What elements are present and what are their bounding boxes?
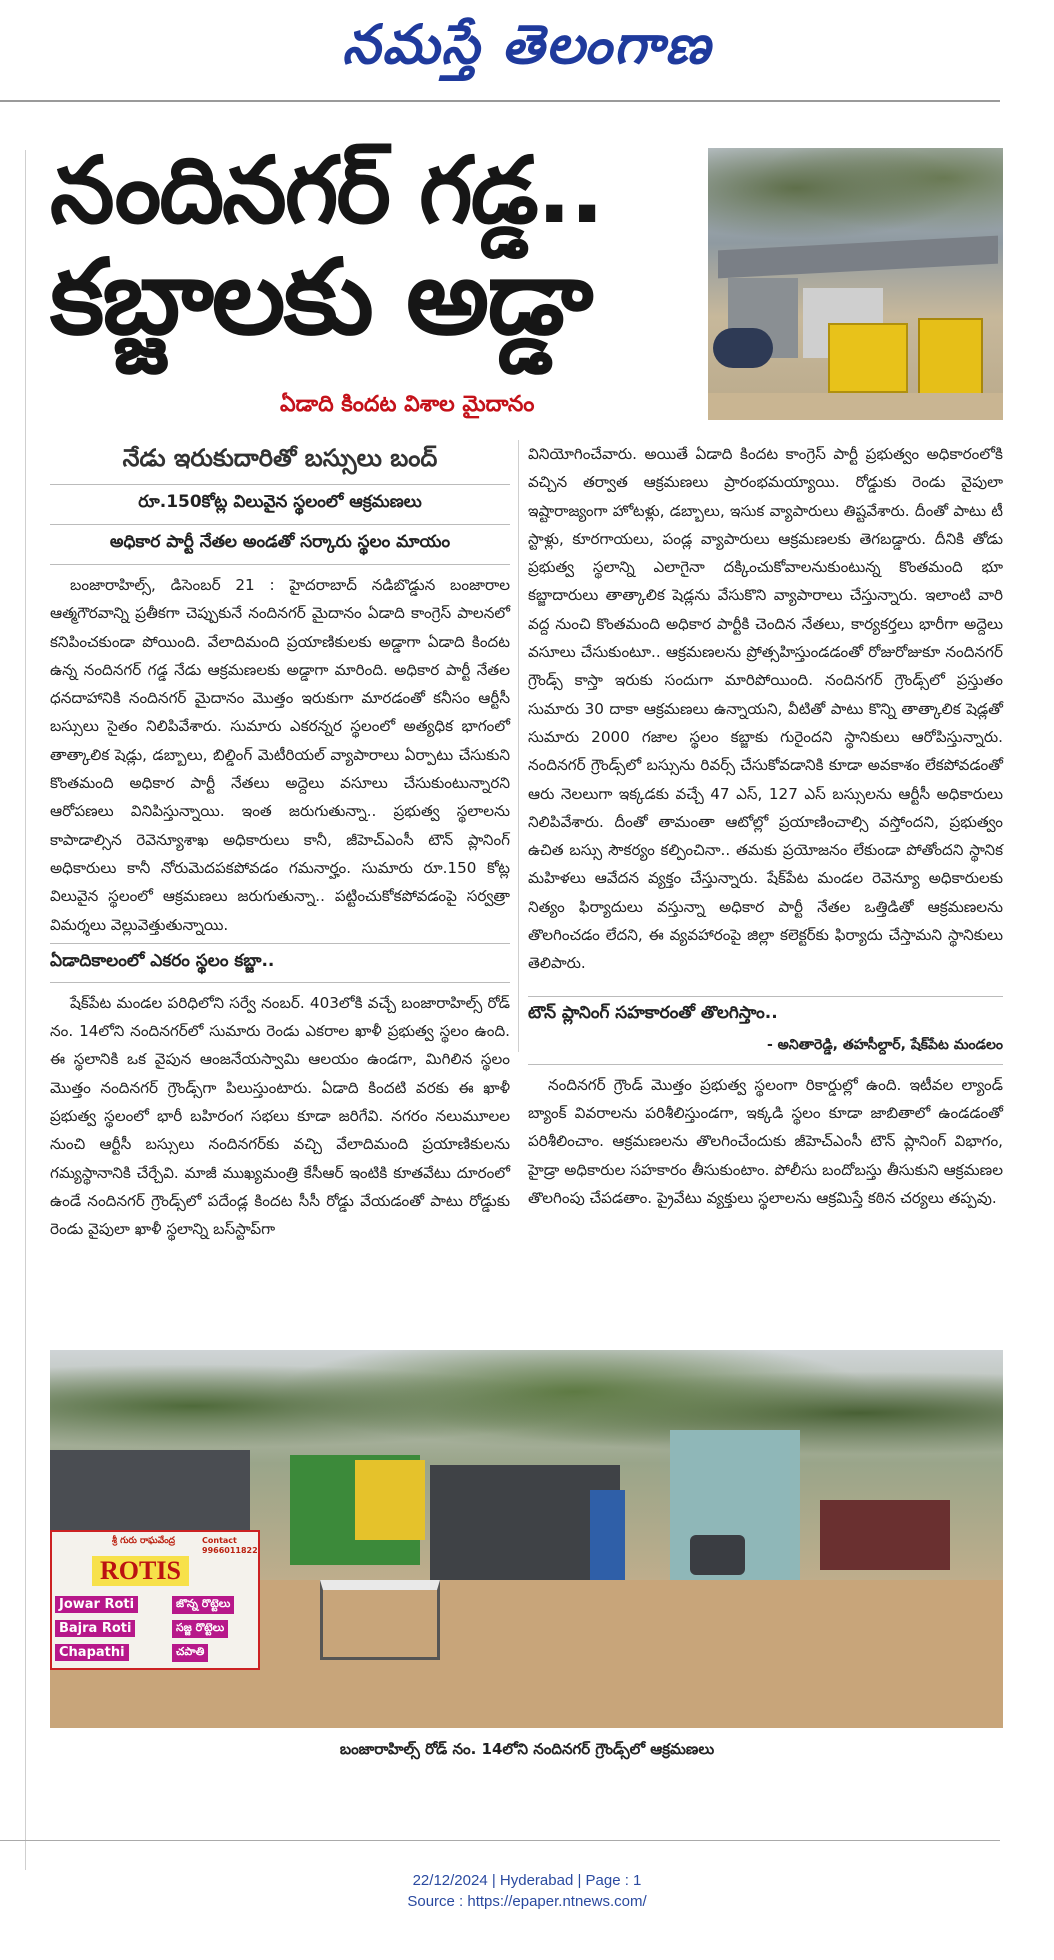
footer bbox=[0, 1870, 1054, 1912]
section-heading: ఏడాదికాలంలో ఎకరం స్థలం కబ్జా.. bbox=[50, 943, 510, 983]
article-paragraph: వినియోగించేవారు. అయితే ఏడాది కిందట కాంగ్రెస్ పార్టీ ప్రభుత్వం అధికారంలోకి వచ్చిన తర్వాత ఆక్రమణలు ప్రారంభమయ్యాయి. రోడ్డుకు రెండు వైపులా ఇష్టారాజ్యంగా హోటళ్లు, డబ్బాలు, ఇసుక వ్యాపారులు తిష్టవేశారు. దీంతో పాటు టీ స్టాళ్లు, కూరగాయలు, పండ్ల వ్యాపారులు ఆక్రమణలకు తెగబడ్డారు. దీనికి తోడు ప్రభుత్వ స్థలాన్ని ఎలాగైనా దక్కించుకోవాలనుకుంటున్న కొంతమంది భూ కబ్జాదారులు తాత్కాలిక షెడ్లను వేసుకొని వ్యాపారాలు చేస్తున్నారు. ఇలాంటి వారి వద్ద నుంచి కొంతమంది అధికార పార్టీకి చెందిన నేతలు, కార్యకర్తలు భారీగా అద్దెలు వసూలు చేసుకుంటూ.. ఆక్రమణలను ప్రోత్సహిస్తుండడంతో రోజురోజుకూ నందినగర్ గ్రౌండ్స్ కాస్తా ఇరుకు సందుగా మారిపోయింది. నందినగర్ గ్రౌండ్స్‌లో ప్రస్తుతం సుమారు 30 దాకా ఆక్రమణలు ఉన్నాయని, వీటితో పాటు కొన్ని తాత్కాలిక షెడ్లతో సుమారు 2000 గజాల స్థలం కబ్జాకు గురైందని స్థానికులు ఆరోపిస్తున్నారు. నందినగర్ గ్రౌండ్స్‌లో బస్సును రివర్స్ చేసుకోవడానికి కూడా అవకాశం లేకపోవడంతో ఆరు నెలలుగా ఇక్కడకు వచ్చే 47 ఎస్, 127 ఎస్ బస్సులను ఆర్టీసీ అధికారులు నిలిపివేశారు. దీంతో తామంతా ఆటోల్లో ప్రయాణించాల్సి వస్తోందని, ప్రభుత్వం ఉచిత బస్సు సౌకర్యం కల్పించినా.. తమకు ప్రయోజనం లేకుండా పోతోందని స్థానిక మహిళలు ఆవేదన వ్యక్తం చేస్తున్నారు. షేక్‌పేట మండల రెవెన్యూ అధికారులకు నిత్యం ఫిర్యాదులు వస్తున్నా అధికార పార్టీ నేతల ఒత్తిడితో ఆక్రమణలను తొలగించడం లేదని, ఈ వ్యవహారంపై జిల్లా కలెక్టర్‌కు ఫిర్యాదు చేస్తామని స్థానికులు తెలిపారు. bbox=[528, 445, 1003, 973]
top-photo bbox=[708, 148, 1003, 420]
banner-title: ROTIS bbox=[92, 1556, 189, 1586]
photo-motorbike bbox=[713, 328, 773, 368]
banner-shop-name: శ్రీ గురు రాఘవేంద్ర bbox=[112, 1536, 176, 1546]
banner-item: Jowar Roti bbox=[55, 1596, 138, 1613]
banner-item-telugu: సజ్జ రొట్టెలు bbox=[172, 1620, 228, 1638]
banner-item: Chapathi bbox=[55, 1644, 129, 1661]
page-margin-rule bbox=[25, 150, 26, 1870]
footer-source-link[interactable]: Source : https://epaper.ntnews.com/ bbox=[407, 1893, 647, 1910]
left-column bbox=[50, 440, 510, 1244]
banner-item-telugu: జొన్న రొట్టెలు bbox=[172, 1596, 234, 1614]
masthead: నమస్తే తెలంగాణ bbox=[342, 12, 712, 76]
banner-item-telugu: చపాతి bbox=[172, 1644, 208, 1662]
photo-yellow-stall bbox=[918, 318, 983, 398]
banner-contact: Contact 9966011822 bbox=[202, 1536, 258, 1555]
photo-table bbox=[320, 1580, 440, 1660]
photo-ground bbox=[708, 393, 1003, 420]
article-paragraph: షేక్‌పేట మండల పరిధిలోని సర్వే నంబర్. 403లోకి వచ్చే బంజారాహిల్స్ రోడ్ నం. 14లోని నందినగర్‌లో సుమారు రెండు ఎకరాల ఖాళీ ప్రభుత్వ స్థలం ఉంది. ఈ స్థలానికి ఒక వైపున ఆంజనేయస్వామి ఆలయం ఉండగా, మిగిలిన స్థలం మొత్తం నందినగర్ గ్రౌండ్స్‌గా పిలుస్తుంటారు. ఏడాది కిందటి వరకు ఈ ఖాళీ ప్రభుత్వ స్థలంలో భారీ బహిరంగ సభలు కూడా జరిగేవి. నగరం నలుమూలల నుంచి ఆర్టీసీ బస్సులు నందినగర్‌కు వచ్చి వేలాదిమంది ప్రయాణికులను గమ్యస్థానానికి చేర్చేవి. మాజీ ముఖ్యమంత్రి కేసీఆర్ ఇంటికి కూతవేటు దూరంలో ఉండే నందినగర్ గ్రౌండ్స్‌లో పదేండ్ల కిందట సీసీ రోడ్డు వేయడంతో పాటు రోడ్డుకు రెండు వైపులా ఖాళీ స్థలాన్ని బస్‌స్టాప్‌గా bbox=[50, 993, 510, 1239]
deck-line-2: అధికార పార్టీ నేతల అండతో సర్కారు స్థలం మాయం bbox=[50, 525, 510, 565]
photo-car bbox=[690, 1535, 745, 1575]
photo-yellow-stall bbox=[828, 323, 908, 393]
footer-rule bbox=[0, 1840, 1000, 1841]
section-heading: టౌన్ ప్లానింగ్ సహకారంతో తొలగిస్తాం.. bbox=[528, 996, 1003, 1033]
headline-tagline: ఏడాది కిందట విశాల మైదానం bbox=[280, 392, 535, 417]
banner-item: Bajra Roti bbox=[55, 1620, 135, 1637]
deck-line-1: రూ.150కోట్ల విలువైన స్థలంలో ఆక్రమణలు bbox=[50, 485, 510, 525]
photo-trees bbox=[708, 148, 1003, 248]
headline bbox=[50, 137, 710, 358]
main-photo bbox=[50, 1350, 1003, 1728]
photo-truck-cab bbox=[355, 1460, 425, 1540]
footer-date-line: 22/12/2024 | Hyderabad | Page : 1 bbox=[412, 1872, 642, 1889]
article-paragraph: బంజారాహిల్స్, డిసెంబర్ 21 : హైదరాబాద్ నడిబొడ్డున బంజారాల ఆత్మగౌరవాన్ని ప్రతీకగా చెప్పుకునే నందినగర్ మైదానం ఏడాది కాంగ్రెస్ పాలనలో కనిపించకుండా పోయింది. వేలాదిమంది ప్రయాణికులకు అడ్డాగా ఏడాది కిందట ఉన్న నందినగర్ గడ్డ నేడు ఆక్రమణలకు అడ్డాగా మారింది. అధికార పార్టీ నేతల ధనదాహానికి నందినగర్ మైదానం మొత్తం ఇరుకుగా మారడంతో కనీసం ఆర్టీసీ బస్సులు సైతం నిలిపివేశారు. సుమారు ఎకరన్నర స్థలంలో అత్యధిక భాగంలో తాత్కాలిక షెడ్లు, డబ్బాలు, బిల్డింగ్ మెటీరియల్ వ్యాపారాలు ఏర్పాటు చేసుకుని కొంతమంది అధికార పార్టీ నేతలు అద్దెలు వసూలు చేసుకుంటున్నారని ఆరోపణలు వినిపిస్తున్నాయి. ఇంత జరుగుతున్నా.. ప్రభుత్వ స్థలాలను కాపాడాల్సిన రెవెన్యూశాఖ అధికారులు కానీ, జీహెచ్ఎంసీ టౌన్ ప్లానింగ్ అధికారులు కానీ నోరుమెదపకపోవడం గమనార్హం. సుమారు రూ.150 కోట్ల విలువైన స్థలంలో ఆక్రమణలు జరుగుతున్నా.. పట్టించుకోకపోవడంపై సర్వత్రా విమర్శలు వెల్లువెత్తుతున్నాయి. bbox=[50, 576, 510, 934]
quote-attribution: - అనితారెడ్డి, తహసీల్దార్, షేక్‌పేట మండలం bbox=[528, 1033, 1003, 1065]
article-paragraph: నందినగర్ గ్రౌండ్ మొత్తం ప్రభుత్వ స్థలంగా రికార్డుల్లో ఉంది. ఇటీవల ల్యాండ్ బ్యాంక్ వివరాలను పరిశీలిస్తుండగా, ఇక్కడి స్థలం కూడా జాబితాలో ఉండడంతో పరిశీలించాం. ఆక్రమణలను తొలగించేందుకు జీహెచ్ఎంసీ టౌన్ ప్లానింగ్ విభాగం, హైడ్రా అధికారుల సహకారం తీసుకుంటాం. పోలీసు బందోబస్తు తీసుకుని ఆక్రమణల తొలగింపు చేపడతాం. ప్రైవేటు వ్యక్తులు స్థలాలను ఆక్రమిస్తే కఠిన చర్యలు తప్పవు. bbox=[528, 1075, 1003, 1207]
sub-headline: నేడు ఇరుకుదారితో బస్సులు బంద్ bbox=[50, 440, 510, 485]
masthead-rule bbox=[0, 100, 1000, 102]
column-divider bbox=[518, 440, 519, 1052]
photo-caption: బంజారాహిల్స్ రోడ్ నం. 14లోని నందినగర్ గ్రౌండ్స్‌లో ఆక్రమణలు bbox=[339, 1740, 715, 1758]
headline-line-1: నందినగర్ గడ్డ.. bbox=[50, 137, 603, 244]
roti-banner bbox=[50, 1530, 260, 1670]
headline-line-2: కబ్జాలకు అడ్డా bbox=[50, 236, 592, 358]
photo-stall bbox=[820, 1500, 950, 1570]
right-column bbox=[528, 440, 1003, 1212]
